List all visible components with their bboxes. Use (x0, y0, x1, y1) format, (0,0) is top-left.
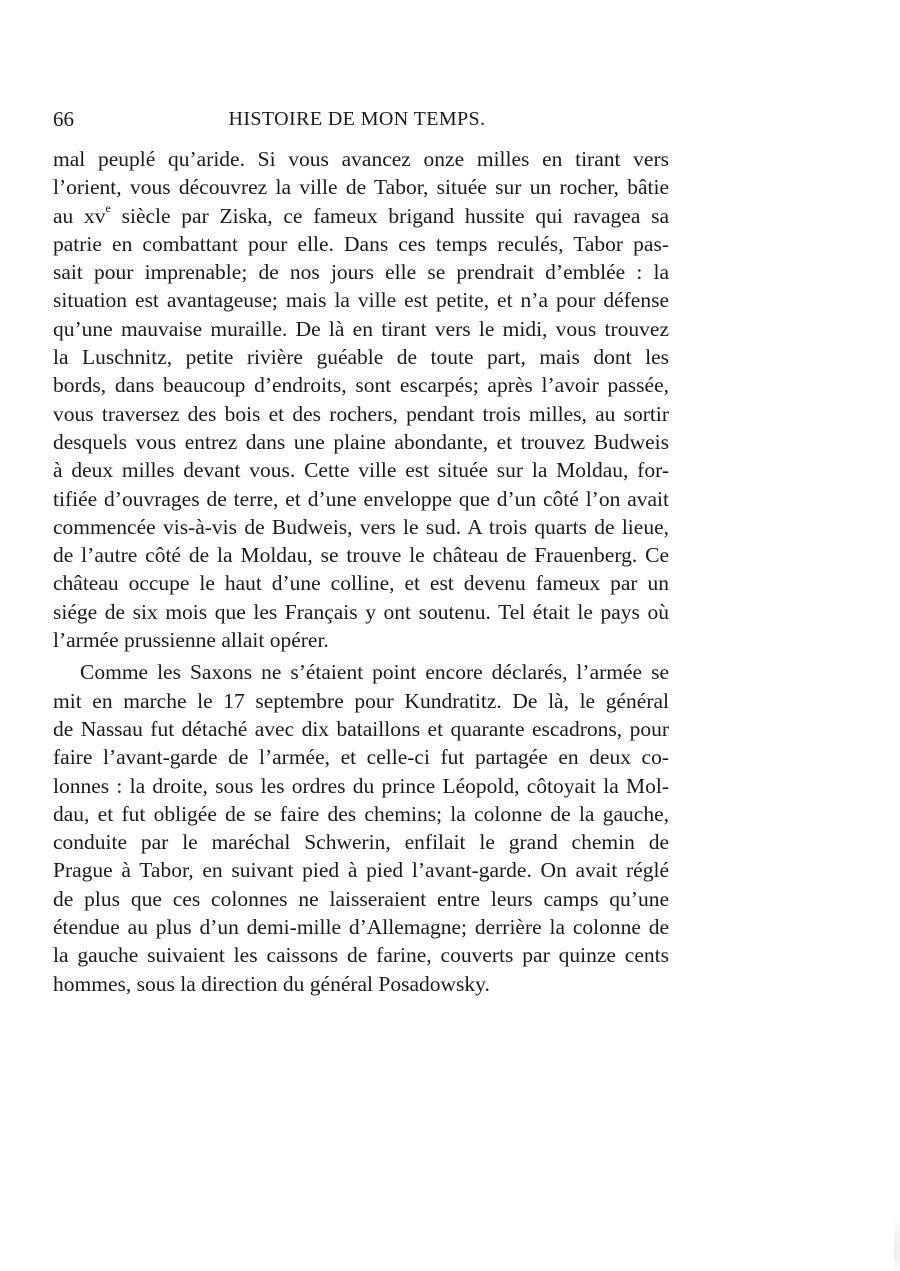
superscript-ordinal: e (105, 201, 111, 216)
text-line: l’orient, vous découvrez la ville de Tabor, située sur un rocher, bâtie (53, 175, 669, 200)
text-line: situation est avantageuse; mais la ville est petite, et n’a pour défense (53, 288, 669, 313)
text-line: mal peuplé qu’aride. Si vous avancez onze milles en tirant vers (53, 147, 669, 171)
text-line: sait pour imprenable; de nos jours elle se prendrait d’emblée : la (53, 260, 669, 285)
text-line: siége de six mois que les Français y ont soutenu. Tel était le pays où (53, 599, 669, 624)
text-line: hommes, sous la direction du général Posadowsky. (53, 971, 490, 996)
text-line: tifiée d’ouvrages de terre, et d’une enveloppe que d’un côté l’on avait (53, 486, 669, 511)
text-line: à deux milles devant vous. Cette ville est située sur la Moldau, for- (53, 458, 669, 483)
text-line: commencée vis-à-vis de Budweis, vers le sud. A trois quarts de lieue, (53, 514, 669, 539)
text-line: patrie en combattant pour elle. Dans ces temps reculés, Tabor pas- (53, 231, 669, 256)
text-line (53, 202, 669, 230)
text-line: faire l’avant-garde de l’armée, et celle-ci fut partagée en deux co- (53, 745, 669, 770)
text-line: Comme les Saxons ne s’étaient point encore déclarés, l’armée se (80, 660, 669, 685)
text-line: mit en marche le 17 septembre pour Kundratitz. De là, le général (53, 688, 669, 713)
text-line: château occupe le haut d’une colline, et est devenu fameux par un (53, 571, 669, 596)
body-text (53, 145, 669, 998)
text-line: conduite par le maréchal Schwerin, enfilait le grand chemin de (53, 830, 669, 855)
text-line: de l’autre côté de la Moldau, se trouve le château de Frauenberg. Ce (53, 543, 669, 568)
text-line: la gauche suivaient les caissons de farine, couverts par quinze cents (53, 943, 669, 968)
text-line: Prague à Tabor, en suivant pied à pied l’avant-garde. On avait réglé (53, 858, 669, 883)
text-line: vous traversez des bois et des rochers, pendant trois milles, au sortir (53, 401, 669, 426)
text-line: l’armée prussienne allait opérer. (53, 628, 329, 653)
text-line: desquels vous entrez dans une plaine abondante, et trouvez Budweis (53, 429, 669, 454)
text-line: bords, dans beaucoup d’endroits, sont escarpés; après l’avoir passée, (53, 373, 669, 398)
paragraph-1 (53, 145, 669, 654)
text-line: de plus que ces colonnes ne laisseraient entre leurs camps qu’une (53, 886, 669, 911)
century-numeral: au xv (53, 203, 106, 228)
text-line: dau, et fut obligée de se faire des chemins; la colonne de la gauche, (53, 801, 669, 826)
text-line: qu’une mauvaise muraille. De là en tirant vers le midi, vous trouvez (53, 316, 669, 341)
text-line-continuation: siècle par Ziska, ce fameux brigand hussite qui ravagea sa (121, 203, 670, 228)
text-line: étendue au plus d’un demi-mille d’Allemagne; derrière la colonne de (53, 915, 669, 940)
text-line: de Nassau fut détaché avec dix bataillons et quarante escadrons, pour (53, 716, 669, 741)
text-line: la Luschnitz, petite rivière guéable de toute part, mais dont les (53, 345, 669, 370)
paragraph-2 (53, 658, 669, 998)
page-edge-mark (894, 1215, 900, 1271)
running-title: HISTOIRE DE MON TEMPS. (228, 108, 486, 130)
page-number: 66 (53, 107, 74, 131)
text-line: lonnes : la droite, sous les ordres du prince Léopold, côtoyait la Mol- (53, 773, 669, 798)
